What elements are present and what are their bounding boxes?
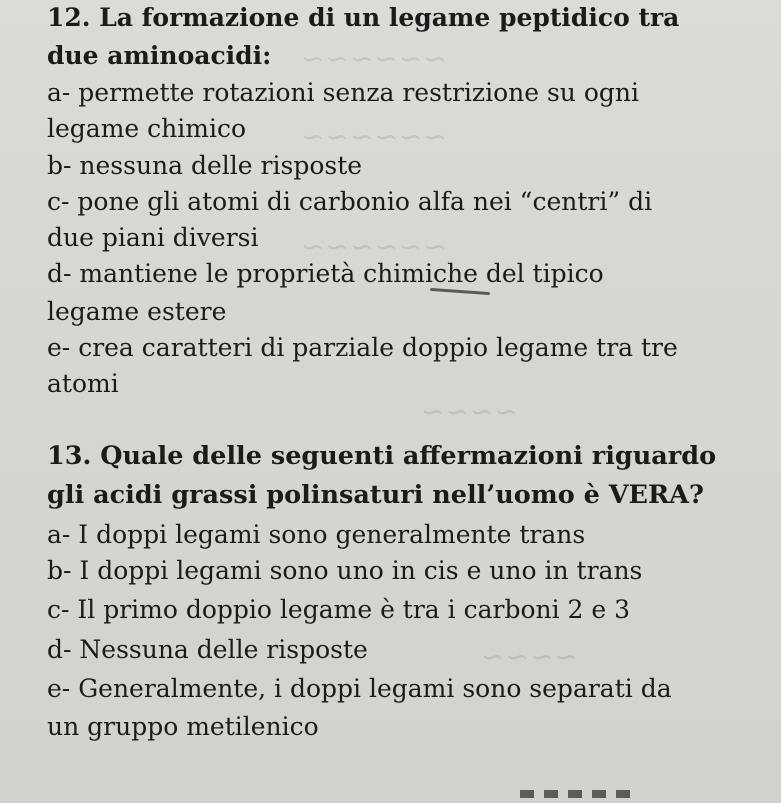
- question-12-option-b: b- nessuna delle risposte: [47, 151, 363, 180]
- question-13-title-line2: gli acidi grassi polinsaturi nell’uomo è VERA?: [47, 480, 704, 510]
- bleed-through-text: ~~~~~~: [300, 42, 447, 75]
- question-13-title-line1: 13. Quale delle seguenti affermazioni riguardo: [47, 441, 717, 471]
- question-13-option-e-line1: e- Generalmente, i doppi legami sono separati da: [47, 674, 672, 703]
- bleed-through-text: ~~~~~~: [300, 230, 447, 263]
- bleed-through-text: ~~~~~~: [300, 120, 447, 153]
- question-12-option-c-line2: due piani diversi: [47, 223, 259, 252]
- question-12-option-e-line1: e- crea caratteri di parziale doppio legame tra tre: [47, 333, 678, 362]
- question-12-option-d-line2: legame estere: [47, 297, 227, 326]
- question-13-option-c: c- Il primo doppio legame è tra i carboni 2 e 3: [47, 595, 631, 624]
- question-12-option-c-line1: c- pone gli atomi di carbonio alfa nei “centri” di: [47, 187, 653, 216]
- question-13-option-b: b- I doppi legami sono uno in cis e uno in trans: [47, 556, 643, 585]
- question-12-option-a-line1: a- permette rotazioni senza restrizione su ogni: [47, 78, 640, 107]
- question-13-option-e-line2: un gruppo metilenico: [47, 712, 319, 741]
- question-12-option-e-line2: atomi: [47, 369, 119, 398]
- question-12-option-a-line2: legame chimico: [47, 114, 246, 143]
- bleed-through-text: ~~~~: [480, 640, 578, 673]
- question-13-option-a: a- I doppi legami sono generalmente trans: [47, 520, 586, 549]
- question-12-title-line1: 12. La formazione di un legame peptidico tra: [47, 3, 680, 32]
- bleed-through-text: ~~~~: [420, 395, 518, 428]
- question-13-option-d: d- Nessuna delle risposte: [47, 635, 368, 664]
- question-12-title-line2: due aminoacidi:: [47, 41, 272, 70]
- bottom-edge-marks: [520, 790, 640, 798]
- question-12-option-d-line1: d- mantiene le proprietà chimiche del tipico: [47, 259, 604, 288]
